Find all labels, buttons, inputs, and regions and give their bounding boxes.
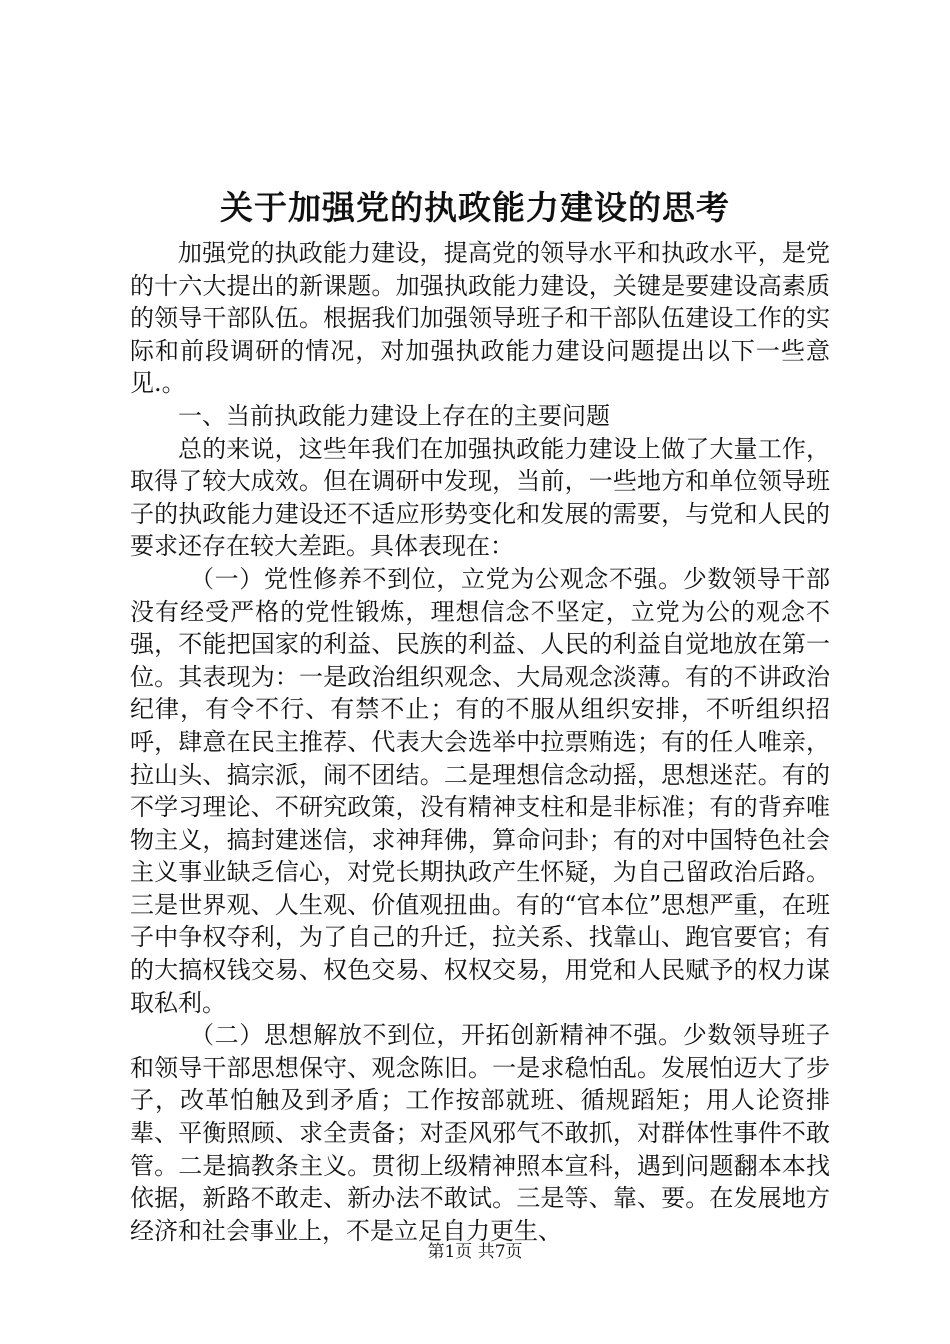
problem-two-paragraph: （二）思想解放不到位，开拓创新精神不强。少数领导班子和领导干部思想保守、观念陈旧。一是求稳怕乱。发展怕迈大了步子，改革怕触及到矛盾；工作按部就班、循规蹈矩；用人论资排辈、平衡照顾、求全责备；对歪风邪气不敢抓，对群体性事件不敢管。二是搞教条主义。贯彻上级精神照本宣科，遇到问题翻本本找依据，新路不敢走、新办法不敢试。三是等、靠、要。在发展地方经济和社会事业上，不是立足自力更生、 (130, 1021, 830, 1245)
intro-paragraph: 加强党的执政能力建设，提高党的领导水平和执政水平，是党的十六大提出的新课题。加强执政能力建设，关键是要建设高素质的领导干部队伍。根据我们加强领导班子和干部队伍建设工作的实际和前段调研的情况，对加强执政能力建设问题提出以下一些意见.。 (130, 239, 830, 398)
document-title: 关于加强党的执政能力建设的思考 (220, 188, 730, 227)
document-body (130, 237, 830, 1247)
summary-paragraph: 总的来说，这些年我们在加强执政能力建设上做了大量工作，取得了较大成效。但在调研中发现，当前，一些地方和单位领导班子的执政能力建设还不适应形势变化和发展的需要，与党和人民的要求还存在较大差距。具体表现在： (130, 434, 830, 561)
problem-one-paragraph: （一）党性修养不到位，立党为公观念不强。少数领导干部没有经受严格的党性锻炼，理想信念不坚定，立党为公的观念不强，不能把国家的利益、民族的利益、人民的利益自觉地放在第一位。其表现为：一是政治组织观念、大局观念淡薄。有的不讲政治纪律，有令不行、有禁不止；有的不服从组织安排，不听组织招呼，肆意在民主推荐、代表大会选举中拉票贿选；有的任人唯亲，拉山头、搞宗派，闹不团结。二是理想信念动摇，思想迷茫。有的不学习理论、不研究政策，没有精神支柱和是非标准；有的背弃唯物主义，搞封建迷信，求神拜佛，算命问卦；有的对中国特色社会主义事业缺乏信心，对党长期执政产生怀疑，为自己留政治后路。三是世界观、人生观、价值观扭曲。有的“官本位”思想严重，在班子中争权夺利，为了自己的升迁，拉关系、找靠山、跑官要官；有的大搞权钱交易、权色交易、权权交易，用党和人民赋予的权力谋取私利。 (130, 564, 830, 1017)
page-footer: 第1页 共7页 (427, 1242, 523, 1262)
section-heading: 一、当前执政能力建设上存在的主要问题 (178, 401, 610, 430)
